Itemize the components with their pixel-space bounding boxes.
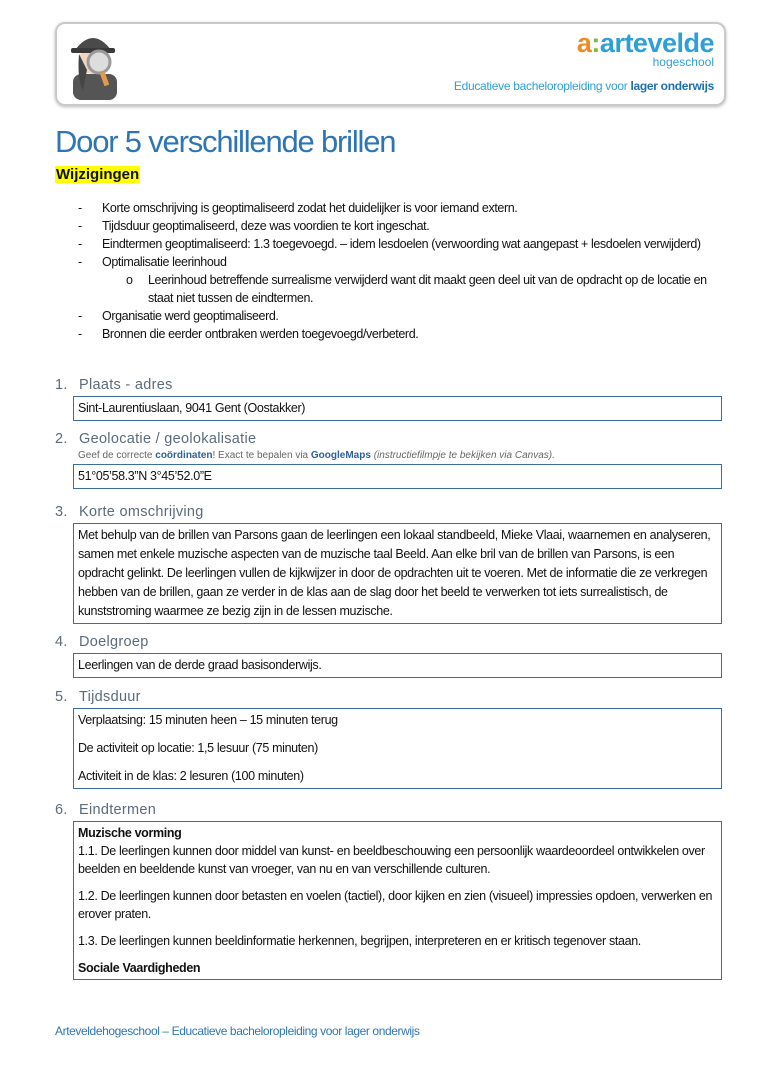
tagline-bold: lager onderwijs	[630, 79, 714, 93]
list-item: - Bronnen die eerder ontbraken werden toegevoegd/verbeterd.	[78, 327, 419, 341]
header-banner	[55, 22, 726, 106]
coordinates-field: 51°05’58.3”N 3°45’52.0”E	[73, 464, 722, 489]
list-item-text: Tijdsduur geoptimaliseerd, deze was voordien te kort ingeschat.	[102, 219, 430, 233]
section-eindtermen	[55, 802, 722, 980]
subheading: Sociale Vaardigheden	[78, 961, 201, 975]
target-group-field: Leerlingen van de derde graad basisonderwijs.	[73, 653, 722, 678]
list-item: - Organisatie werd geoptimaliseerd.	[78, 309, 279, 323]
detective-icon	[69, 30, 121, 100]
page-title: Door 5 verschillende brillen	[55, 124, 396, 159]
list-item-text: Organisatie werd geoptimaliseerd.	[102, 309, 279, 323]
list-item: - Tijdsduur geoptimaliseerd, deze was voordien te kort ingeschat.	[78, 219, 430, 233]
logo-mark: a	[576, 28, 592, 58]
description-field: Met behulp van de brillen van Parsons gaan de leerlingen een lokaal standbeeld, Mieke Vlaai, waarnemen en analyseren, samen met enkele muzische aspecten van de muzische taal Beeld. Aan elke bril van de brillen van Parsons, is een opdracht gelinkt. De leerlingen vullen de kijkwijzer in door de opdrachten uit te voeren. Met de informatie die ze verkregen hebben van de brillen, gaan ze verder in de klas aan de slag door het beeld te verwerken tot iets surrealistisch, de kunststroming waarmee ze bezig zijn in de lessen muzische.	[73, 523, 722, 624]
sub-list-item-text: Leerinhoud betreffende surrealisme verwijderd want dit maakt geen deel uit van de opdracht op de locatie en staat niet tussen de eindtermen.	[148, 273, 707, 305]
list-item: - Korte omschrijving is geoptimaliseerd zodat het duidelijker is voor iemand extern.	[78, 201, 518, 215]
section-plaats	[55, 377, 722, 421]
section-heading: 5. Tijdsduur	[55, 689, 141, 705]
duration-field: Verplaatsing: 15 minuten heen – 15 minuten terug De activiteit op locatie: 1,5 lesuur (75 minuten) Activiteit in de klas: 2 lesuren (100 minuten)	[73, 708, 722, 789]
list-item-text: Optimalisatie leerinhoud	[102, 255, 227, 269]
section-heading: 3. Korte omschrijving	[55, 504, 204, 520]
subheading: Muzische vorming	[78, 826, 182, 840]
geolocation-hint: Geef de correcte coördinaten! Exact te bepalen via GoogleMaps (instructiefilmpje te bekijken via Canvas).	[78, 450, 555, 461]
changes-heading: Wijzigingen	[56, 166, 140, 183]
list-item-text: Bronnen die eerder ontbraken werden toegevoegd/verbeterd.	[102, 327, 419, 341]
googlemaps-link[interactable]: GoogleMaps	[310, 450, 371, 461]
section-heading: 1. Plaats - adres	[55, 377, 173, 393]
section-geolocatie	[55, 431, 722, 489]
list-item-text: Korte omschrijving is geoptimaliseerd zodat het duidelijker is voor iemand extern.	[102, 201, 518, 215]
artevelde-logo	[454, 28, 714, 93]
page-footer: Arteveldehogeschool – Educatieve bacheloropleiding voor lager onderwijs	[55, 1024, 420, 1038]
section-heading: 4. Doelgroep	[55, 634, 149, 650]
list-item-text: Eindtermen geoptimaliseerd: 1.3 toegevoegd. – idem lesdoelen (verwoording wat aangepast + lesdoelen verwijderd)	[102, 237, 701, 251]
list-item: - Optimalisatie leerinhoud	[78, 255, 227, 269]
tagline-text: Educatieve bacheloropleiding voor	[453, 79, 631, 93]
logo-subtitle: hogeschool	[652, 55, 714, 69]
section-heading: 2. Geolocatie / geolokalisatie	[55, 431, 257, 447]
section-heading: 6. Eindtermen	[55, 802, 157, 818]
list-item: - Eindtermen geoptimaliseerd: 1.3 toegevoegd. – idem lesdoelen (verwoording wat aangepast + lesdoelen verwijderd)	[78, 237, 701, 251]
logo-colon: :	[591, 28, 600, 58]
sub-list-item: o Leerinhoud betreffende surrealisme verwijderd want dit maakt geen deel uit van de opdracht op de locatie en staat niet tussen de eindtermen.	[78, 271, 718, 307]
section-doelgroep	[55, 634, 722, 678]
section-omschrijving	[55, 504, 722, 624]
address-field: Sint-Laurentiuslaan, 9041 Gent (Oostakker)	[73, 396, 722, 421]
logo-name: artevelde	[599, 28, 714, 58]
attainment-targets-field: Muzische vorming 1.1. De leerlingen kunnen door middel van kunst- en beeldbeschouwing een persoonlijk waardeoordeel ontwikkelen over beelden en beeldende kunst van vroeger, van nu en van verschillende culturen. 1.2. De leerlingen kunnen door betasten en voelen (tactiel), door kijken en zien (visueel) impressies opdoen, verwerken en erover praten. 1.3. De leerlingen kunnen beeldinformatie herkennen, begrijpen, interpreteren en er kritisch tegenover staan. Sociale Vaardigheden	[73, 821, 722, 980]
section-tijdsduur	[55, 689, 722, 789]
tagline	[454, 79, 714, 93]
changes-list	[78, 199, 718, 343]
